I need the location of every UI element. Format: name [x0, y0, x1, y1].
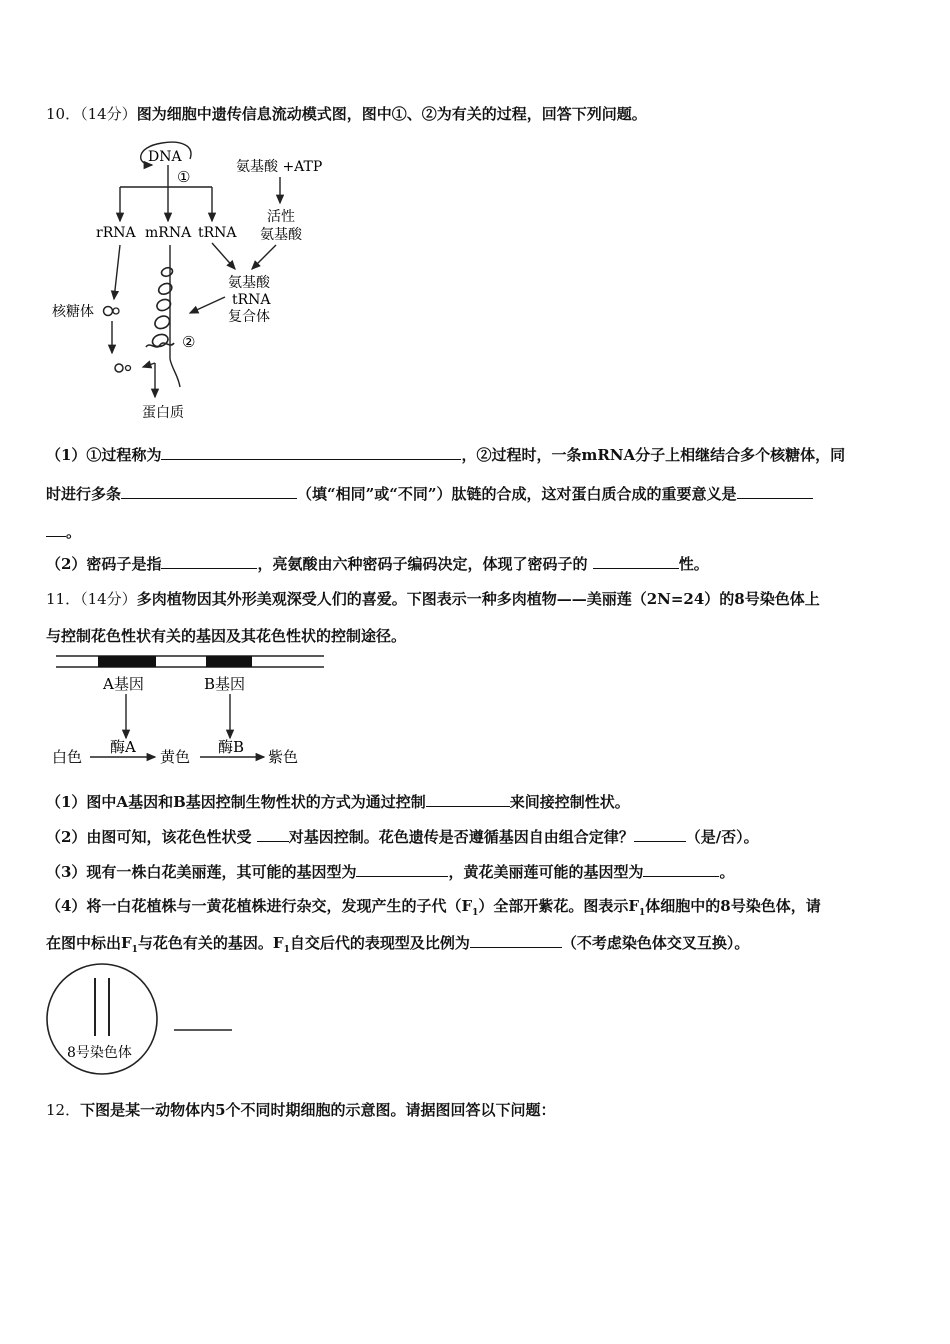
- q10-part1-line2: 时进行多条 （填“相同”或“不同”）肽链的合成，这对蛋白质合成的重要意义是: [46, 483, 813, 504]
- complex-label-2: tRNA: [232, 292, 271, 308]
- purple-label: 紫色: [268, 748, 299, 766]
- q10-blank-process-name[interactable]: [161, 445, 461, 460]
- q10-blank-significance[interactable]: [737, 484, 813, 499]
- q10-stem: [46, 103, 647, 124]
- ribosome-icon: [104, 307, 113, 316]
- q11-score: （14分）: [80, 590, 137, 608]
- white-label: 白色: [52, 748, 83, 766]
- enzyme-b-label: 酶B: [218, 738, 245, 756]
- complex-label-3: 复合体: [228, 309, 270, 325]
- q10-blank-significance-cont[interactable]: [46, 522, 66, 537]
- gene-a-segment: [98, 656, 156, 667]
- q11-part4-line1: （4）将一白花植株与一黄花植株进行杂交，发现产生的子代$(F_1)$全部开紫花。图表示$F_1$体细胞中的8号染色体，请: [46, 897, 821, 918]
- q11-part3: （3）现有一株白花美丽莲，其可能的基因型为 ，黄花美丽莲可能的基因型为 。: [46, 863, 735, 881]
- gene-a-label: A基因: [103, 675, 144, 693]
- trna-label: tRNA: [198, 225, 237, 241]
- active-aa-label-1: 活性: [267, 209, 295, 225]
- yellow-label: 黄色: [160, 748, 191, 766]
- q10-number: 10．: [46, 105, 81, 123]
- q11-number: 11．: [46, 590, 81, 608]
- cell-label: 8号染色体: [67, 1045, 132, 1061]
- protein-label: 蛋白质: [142, 405, 184, 421]
- q11-stem-line1: 11．（14分）多肉植物因其外形美观深受人们的喜爱。下图表示一种多肉植物——美丽莲（2N=24）的8号染色体上: [46, 590, 820, 608]
- q10-part1-line3: 。: [46, 521, 81, 542]
- dna-label: DNA: [148, 149, 182, 165]
- q11-blank-yes-no[interactable]: [634, 827, 686, 842]
- q10-blank-same-different[interactable]: [121, 484, 297, 499]
- gene-b-segment: [206, 656, 252, 667]
- q10-score: （14分）: [80, 105, 137, 123]
- step2-label: ②: [182, 333, 196, 351]
- q12-number: 12．: [46, 1101, 81, 1119]
- q10-blank-codon-property[interactable]: [593, 554, 679, 569]
- q10-part2: （2）密码子是指 ，亮氨酸由六种密码子编码决定，体现了密码子的 性。: [46, 555, 709, 573]
- active-aa-label-2: 氨基酸: [260, 227, 302, 243]
- q11-stem-line2: 与控制花色性状有关的基因及其花色性状的控制途径。: [46, 627, 407, 645]
- q11-part2: （2）由图可知，该花色性状受 对基因控制。花色遗传是否遵循基因自由组合定律？ （是/否）。: [46, 828, 759, 846]
- q11-chromosome-gene-pathway-diagram: [50, 652, 340, 772]
- mrna-label: mRNA: [145, 225, 192, 241]
- rrna-label: rRNA: [96, 225, 136, 241]
- complex-label-1: 氨基酸: [228, 275, 270, 291]
- q11-part4-line2: 在图中标出$F_1$与花色有关的基因。$F_1$自交后代的表现型及比例为 （不考虑染色体交叉互换）。: [46, 934, 750, 955]
- q10-blank-codon-definition[interactable]: [161, 554, 257, 569]
- ribosome-label: 核糖体: [52, 304, 94, 320]
- q10-part1-line1: （1）①过程称为 ，②过程时，一条mRNA分子上相继结合多个核糖体，同: [46, 446, 846, 464]
- q12-stem: 12．下图是某一动物体内5个不同时期细胞的示意图。请据图回答以下问题：: [46, 1101, 556, 1119]
- step1-label: ①: [177, 168, 191, 186]
- gene-b-label: B基因: [204, 675, 246, 693]
- q11-blank-gene-pairs[interactable]: [257, 827, 289, 842]
- q10-stem-text: 图为细胞中遗传信息流动模式图，图中①、②为有关的过程，回答下列问题。: [136, 105, 647, 123]
- enzyme-a-label: 酶A: [110, 738, 136, 756]
- q11-blank-yellow-genotype[interactable]: [643, 862, 719, 877]
- q11-blank-control-method[interactable]: [426, 792, 510, 807]
- q11-part1: （1）图中A基因和B基因控制生物性状的方式为通过控制 来间接控制性状。: [46, 793, 630, 811]
- aa-atp-label: 氨基酸 +ATP: [236, 159, 323, 175]
- q10-genetic-info-flow-diagram: [40, 135, 360, 430]
- q11-blank-phenotype-ratio[interactable]: [470, 933, 562, 948]
- q11-f1-cell-diagram[interactable]: [44, 962, 244, 1078]
- q11-blank-white-genotype[interactable]: [356, 862, 448, 877]
